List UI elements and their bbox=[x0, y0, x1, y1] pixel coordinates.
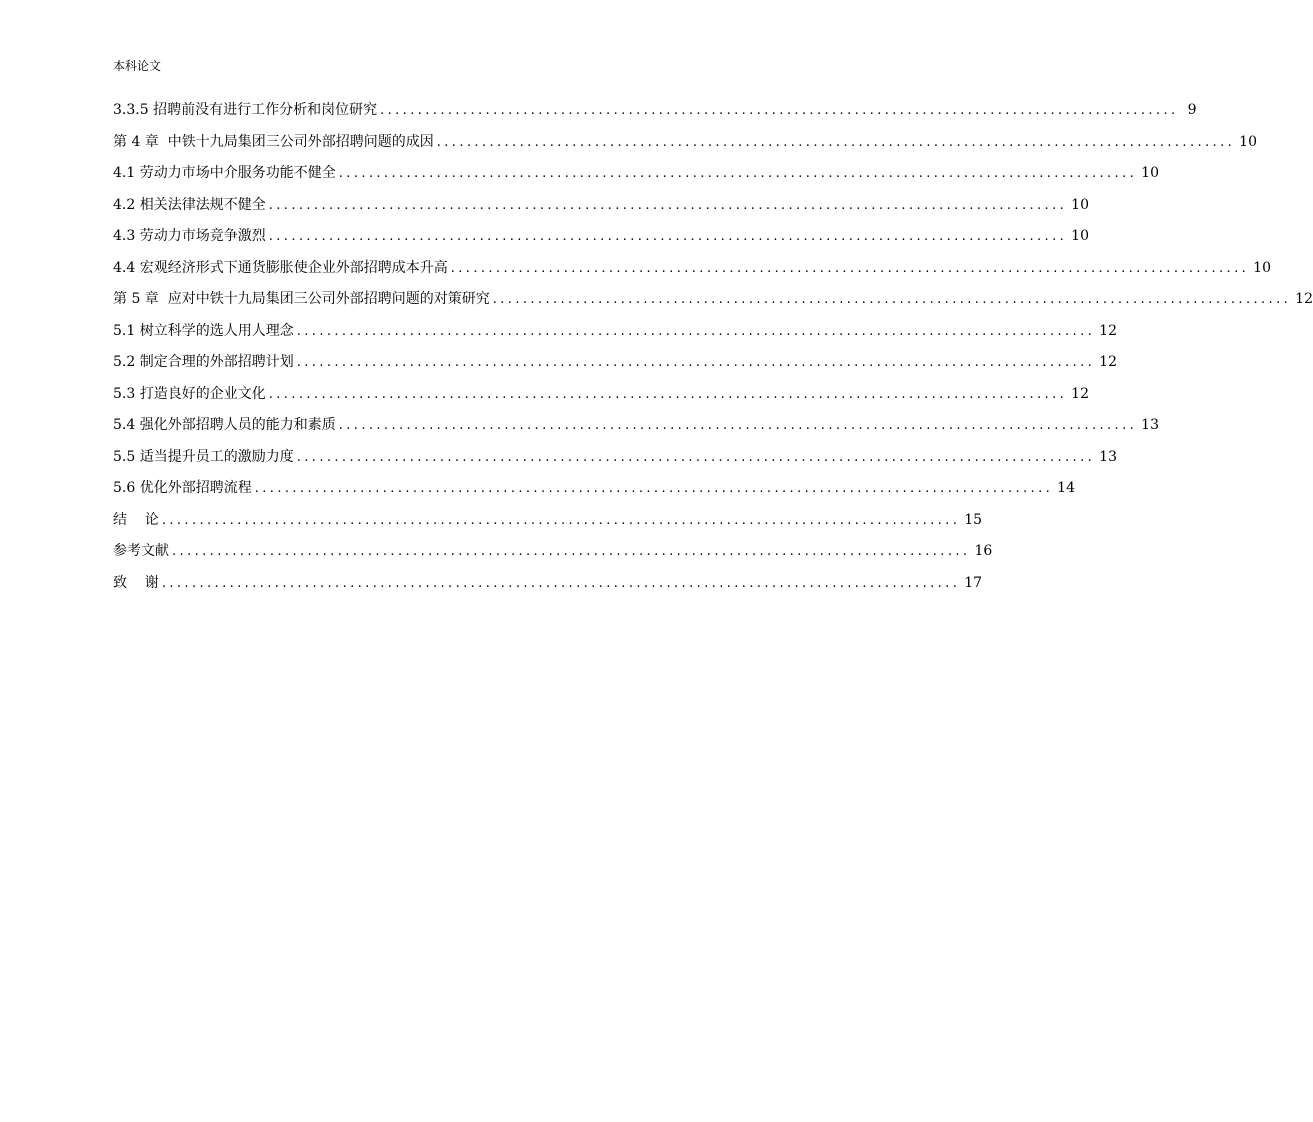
toc-entry-title: 5.1 树立科学的选人用人理念 bbox=[113, 322, 294, 339]
toc-entry-title: 4.4 宏观经济形式下通货膨胀使企业外部招聘成本升高 bbox=[113, 259, 448, 276]
toc-page-number: 10 bbox=[1071, 196, 1089, 213]
toc-page-number: 13 bbox=[1141, 417, 1159, 433]
toc-entry[interactable] bbox=[113, 98, 1197, 130]
toc-entry[interactable] bbox=[113, 445, 1117, 477]
toc-entry[interactable] bbox=[113, 350, 1117, 382]
toc-entry-title: 3.3.5 招聘前没有进行工作分析和岗位研究 bbox=[113, 102, 378, 118]
toc-leader-dots: .......................................................................................................... bbox=[268, 197, 1068, 213]
toc-page-number: 9 bbox=[1187, 102, 1197, 118]
toc-entry-title: 5.3 打造良好的企业文化 bbox=[113, 385, 266, 402]
toc-leader-dots: .......................................................................................................... bbox=[380, 103, 1179, 118]
toc-leader-dots: .......................................................................................................... bbox=[172, 544, 971, 559]
toc-entry[interactable] bbox=[113, 476, 1075, 508]
toc-page-number: 10 bbox=[1141, 165, 1159, 181]
toc-entry-title: 5.6 优化外部招聘流程 bbox=[113, 480, 252, 496]
toc-entry[interactable] bbox=[113, 319, 1117, 351]
toc-page-number: 12 bbox=[1295, 291, 1313, 307]
toc-entry-title: 5.2 制定合理的外部招聘计划 bbox=[113, 354, 294, 370]
toc-page-number: 10 bbox=[1071, 228, 1089, 244]
toc-leader-dots: .......................................................................................................... bbox=[436, 134, 1236, 150]
toc-entry[interactable] bbox=[113, 508, 983, 540]
toc-leader-dots: .......................................................................................................... bbox=[268, 229, 1068, 244]
toc-entry[interactable] bbox=[113, 571, 983, 603]
toc-entry-title: 第 4 章 中铁十九局集团三公司外部招聘问题的成因 bbox=[113, 133, 434, 150]
toc-entry[interactable] bbox=[113, 193, 1089, 225]
toc-page-number: 12 bbox=[1099, 322, 1117, 339]
toc-leader-dots: .......................................................................................................... bbox=[254, 481, 1054, 496]
toc-page-number: 16 bbox=[974, 543, 993, 559]
toc-leader-dots: .......................................................................................................... bbox=[296, 355, 1096, 370]
toc-entry[interactable] bbox=[113, 224, 1089, 256]
toc-entry-title: 4.3 劳动力市场竞争激烈 bbox=[113, 228, 266, 244]
toc-leader-dots: .......................................................................................................... bbox=[161, 575, 961, 591]
toc-entry[interactable] bbox=[113, 161, 1159, 193]
toc-entry-title: 第 5 章 应对中铁十九局集团三公司外部招聘问题的对策研究 bbox=[113, 291, 490, 307]
toc-leader-dots: .......................................................................................................... bbox=[338, 418, 1138, 433]
toc-leader-dots: .......................................................................................................... bbox=[338, 166, 1138, 181]
toc-leader-dots: .......................................................................................................... bbox=[296, 449, 1096, 465]
toc-entry-title: 4.2 相关法律法规不健全 bbox=[113, 196, 266, 213]
toc-entry-title: 参考文献 bbox=[113, 543, 169, 559]
page-header: 本科论文 bbox=[113, 59, 162, 73]
toc-entry[interactable] bbox=[113, 413, 1159, 445]
toc-leader-dots: .......................................................................................................... bbox=[161, 512, 961, 528]
toc-entry[interactable] bbox=[113, 256, 1271, 288]
toc-entry-title: 结 论 bbox=[113, 511, 159, 528]
toc-page-number: 10 bbox=[1253, 259, 1271, 276]
toc-entry-title: 致 谢 bbox=[113, 574, 159, 591]
toc-page-number: 14 bbox=[1057, 480, 1075, 496]
toc-leader-dots: .......................................................................................................... bbox=[268, 386, 1068, 402]
toc-page-number: 13 bbox=[1099, 448, 1117, 465]
toc-page-number: 17 bbox=[964, 574, 983, 591]
toc-page-number: 12 bbox=[1099, 354, 1117, 370]
toc-entry-title: 5.4 强化外部招聘人员的能力和素质 bbox=[113, 417, 336, 433]
toc-entry[interactable] bbox=[113, 382, 1089, 414]
table-of-contents bbox=[113, 98, 1313, 602]
toc-page-number: 12 bbox=[1071, 385, 1089, 402]
toc-entry-title: 5.5 适当提升员工的激励力度 bbox=[113, 448, 294, 465]
toc-entry[interactable] bbox=[113, 539, 993, 571]
toc-leader-dots: .......................................................................................................... bbox=[296, 323, 1096, 339]
toc-leader-dots: .......................................................................................................... bbox=[492, 292, 1292, 307]
toc-entry[interactable] bbox=[113, 130, 1257, 162]
toc-page-number: 10 bbox=[1239, 133, 1257, 150]
toc-entry[interactable] bbox=[113, 287, 1313, 319]
toc-entry-title: 4.1 劳动力市场中介服务功能不健全 bbox=[113, 165, 336, 181]
toc-leader-dots: .......................................................................................................... bbox=[450, 260, 1250, 276]
toc-page-number: 15 bbox=[964, 511, 983, 528]
